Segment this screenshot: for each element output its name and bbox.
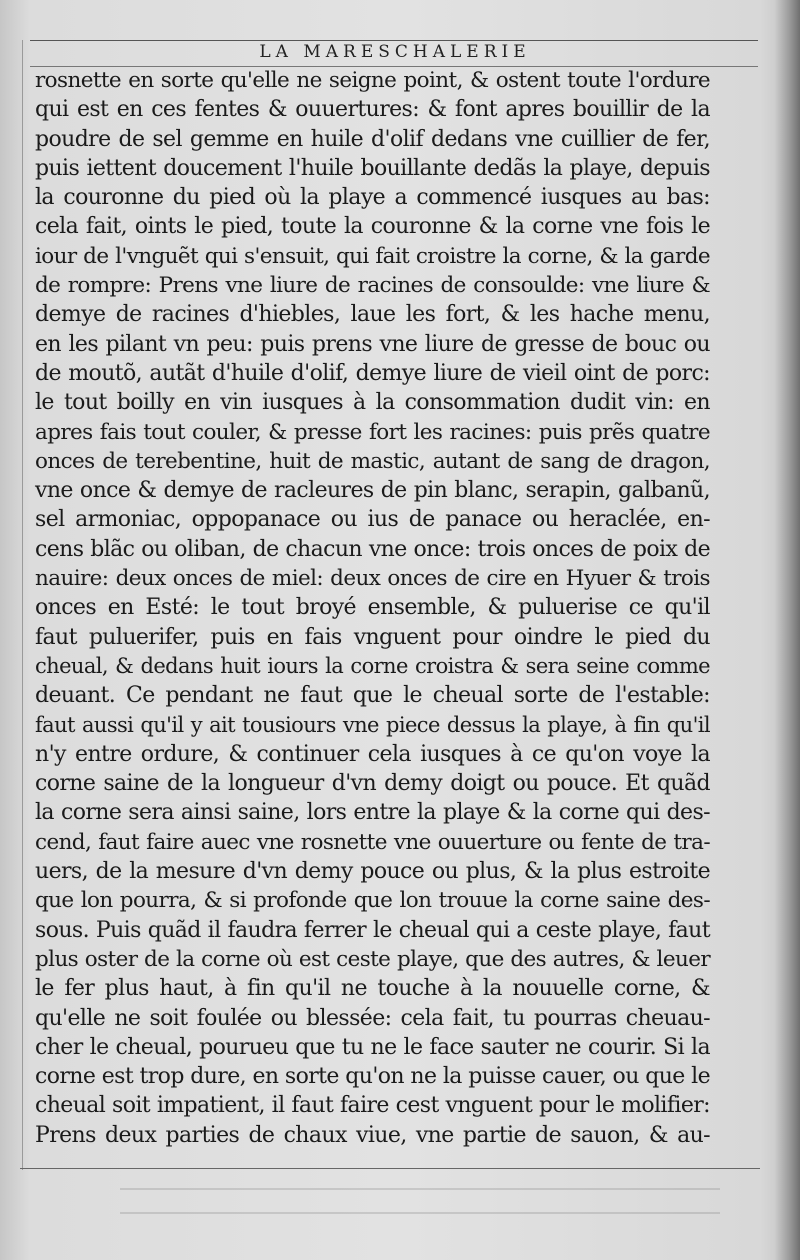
body-text <box>35 66 710 1150</box>
text-line: n'y entre ordure, & continuer cela iusques à ce qu'on voye la <box>35 741 710 767</box>
text-line: la couronne du pied où la playe a commencé iusques au bas: <box>35 185 710 211</box>
text-line: sel armoniac, oppopanace ou ius de panace ou heraclée, en- <box>35 507 710 533</box>
text-line: cela fait, oints le pied, toute la couronne & la corne vne fois le <box>35 214 710 240</box>
text-line: puis iettent doucement l'huile bouillante dedãs la playe, depuis <box>35 155 710 181</box>
text-line: qu'elle ne soit foulée ou blessée: cela fait, tu pourras cheuau- <box>35 1005 710 1031</box>
text-line: demye de racines d'hiebles, laue les fort, & les hache menu, <box>35 302 710 328</box>
text-line: cend, faut faire auec vne rosnette vne ouuerture ou fente de tra- <box>35 829 710 855</box>
text-line: cher le cheual, pourueu que tu ne le face sauter ne courir. Si la <box>35 1034 710 1060</box>
text-line: faut puluerifer, puis en fais vnguent pour oindre le pied du <box>35 624 710 650</box>
text-line: corne est trop dure, en sorte qu'on ne la puisse cauer, ou que le <box>35 1064 710 1090</box>
text-line: poudre de sel gemme en huile d'olif dedans vne cuillier de fer, <box>35 126 710 152</box>
text-line: le tout boilly en vin iusques à la consommation dudit vin: en <box>35 390 710 416</box>
text-line: uers, de la mesure d'vn demy pouce ou plus, & la plus estroite <box>35 859 710 885</box>
text-line: cheual, & dedans huit iours la corne croistra & sera seine comme <box>35 653 710 678</box>
text-line: de rompre: Prens vne liure de racines de consoulde: vne liure & <box>35 273 710 299</box>
text-line: nauire: deux onces de miel: deux onces de cire en Hyuer & trois <box>35 566 710 592</box>
text-line: cens blãc ou oliban, de chacun vne once: trois onces de poix de <box>35 536 710 562</box>
left-margin-rule <box>22 40 23 1170</box>
text-line: onces de terebentine, huit de mastic, autant de sang de dragon, <box>35 448 710 474</box>
text-line: Prens deux parties de chaux viue, vne partie de sauon, & au- <box>35 1122 710 1148</box>
text-line: en les pilant vn peu: puis prens vne liure de gresse de bouc ou <box>35 331 710 357</box>
text-line: le fer plus haut, à fin qu'il ne touche à la nouuelle corne, & <box>35 976 710 1002</box>
text-line: apres fais tout couler, & presse fort les racines: puis prẽs quatre <box>35 419 710 445</box>
header-rule-top <box>30 40 758 41</box>
footer-rule <box>20 1168 760 1169</box>
text-line: iour de l'vnguẽt qui s'ensuit, qui fait croistre la corne, & la garde <box>35 243 710 269</box>
text-line: que lon pourra, & si profonde que lon trouue la corne saine des- <box>35 888 710 914</box>
text-line: de moutõ, autãt d'huile d'olif, demye liure de vieil oint de porc: <box>35 360 710 386</box>
text-line: faut aussi qu'il y ait tousiours vne piece dessus la playe, à fin qu'il <box>35 712 710 737</box>
text-line: qui est en ces fentes & ouuertures: & font apres bouillir de la <box>35 97 710 123</box>
text-line: la corne sera ainsi saine, lors entre la playe & la corne qui des- <box>35 800 710 826</box>
running-head: LA MARESCHALERIE <box>259 42 531 62</box>
text-line: sous. Puis quãd il faudra ferrer le cheual qui a ceste playe, faut <box>35 917 710 943</box>
text-line: cheual soit impatient, il faut faire cest vnguent pour le molifier: <box>35 1093 710 1119</box>
text-line: vne once & demye de racleures de pin blanc, serapin, galbanũ, <box>35 478 710 504</box>
text-line: deuant. Ce pendant ne faut que le cheual sorte de l'estable: <box>35 683 710 709</box>
text-line: plus oster de la corne où est ceste playe, que des autres, & leuer <box>35 946 710 972</box>
text-line: corne saine de la longueur d'vn demy doigt ou pouce. Et quãd <box>35 771 710 797</box>
book-spine <box>774 0 800 1260</box>
show-through-bleed <box>120 1176 720 1236</box>
text-line: rosnette en sorte qu'elle ne seigne point, & ostent toute l'ordure <box>35 68 710 93</box>
text-line: onces en Esté: le tout broyé ensemble, & puluerise ce qu'il <box>35 595 710 621</box>
